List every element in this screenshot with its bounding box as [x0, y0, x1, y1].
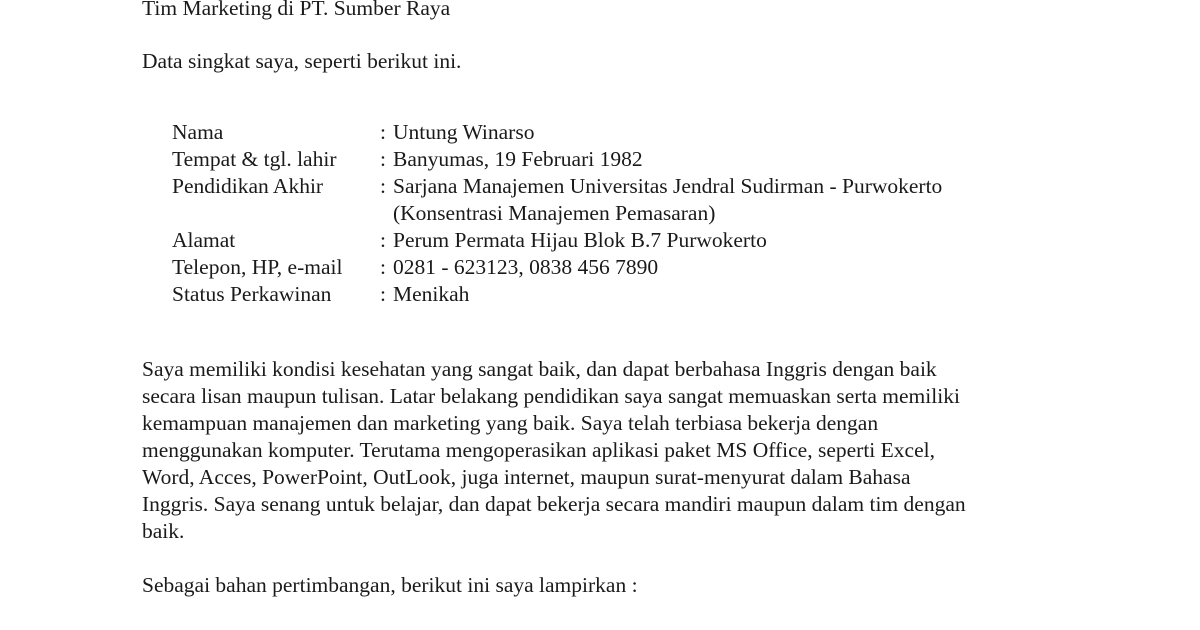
body-paragraph	[142, 356, 1052, 545]
data-label: Nama	[172, 120, 224, 144]
paragraph-line: Inggris. Saya senang untuk belajar, dan dapat bekerja secara mandiri maupun dalam tim dengan	[142, 492, 966, 516]
data-label: Status Perkawinan	[172, 282, 332, 306]
data-row-status-perkawinan	[172, 281, 1072, 308]
data-value: Banyumas, 19 Februari 1982	[393, 147, 643, 171]
intro-sentence: Data singkat saya, seperti berikut ini.	[142, 49, 462, 73]
data-colon	[380, 200, 393, 227]
recipient-line: Tim Marketing di PT. Sumber Raya	[142, 0, 451, 20]
closing-sentence: Sebagai bahan pertimbangan, berikut ini saya lampirkan :	[142, 573, 638, 597]
paragraph-line: secara lisan maupun tulisan. Latar belakang pendidikan saya sangat memuaskan serta memiliki	[142, 384, 960, 408]
data-colon: :	[380, 282, 386, 306]
paragraph-line: Word, Acces, PowerPoint, OutLook, juga internet, maupun surat-menyurat dalam Bahasa	[142, 465, 911, 489]
data-colon: :	[380, 120, 386, 144]
data-label: Tempat & tgl. lahir	[172, 147, 337, 171]
data-value: (Konsentrasi Manajemen Pemasaran)	[393, 201, 716, 225]
data-colon: :	[380, 255, 386, 279]
paragraph-line: baik.	[142, 519, 185, 543]
data-row-telepon	[172, 254, 1072, 281]
data-colon: :	[380, 174, 386, 198]
data-row-pendidikan-continuation	[172, 200, 1072, 227]
data-colon: :	[380, 147, 386, 171]
data-row-pendidikan-akhir	[172, 173, 1072, 200]
data-value: Menikah	[393, 282, 470, 306]
data-value: Perum Permata Hijau Blok B.7 Purwokerto	[393, 228, 767, 252]
data-row-tempat-tgl-lahir	[172, 146, 1072, 173]
data-label	[172, 200, 380, 227]
data-row-alamat	[172, 227, 1072, 254]
data-label: Telepon, HP, e-mail	[172, 255, 343, 279]
data-row-nama	[172, 119, 1072, 146]
data-label: Pendidikan Akhir	[172, 174, 324, 198]
data-value: Sarjana Manajemen Universitas Jendral Sudirman - Purwokerto	[393, 174, 943, 198]
data-colon: :	[380, 228, 386, 252]
paragraph-line: Saya memiliki kondisi kesehatan yang sangat baik, dan dapat berbahasa Inggris dengan baik	[142, 357, 937, 381]
paragraph-line: kemampuan manajemen dan marketing yang baik. Saya telah terbiasa bekerja dengan	[142, 411, 879, 435]
personal-data-list	[172, 119, 1072, 308]
paragraph-line: menggunakan komputer. Terutama mengoperasikan aplikasi paket MS Office, seperti Excel,	[142, 438, 935, 462]
data-label: Alamat	[172, 228, 236, 252]
data-value: 0281 - 623123, 0838 456 7890	[393, 255, 659, 279]
data-value: Untung Winarso	[393, 120, 535, 144]
